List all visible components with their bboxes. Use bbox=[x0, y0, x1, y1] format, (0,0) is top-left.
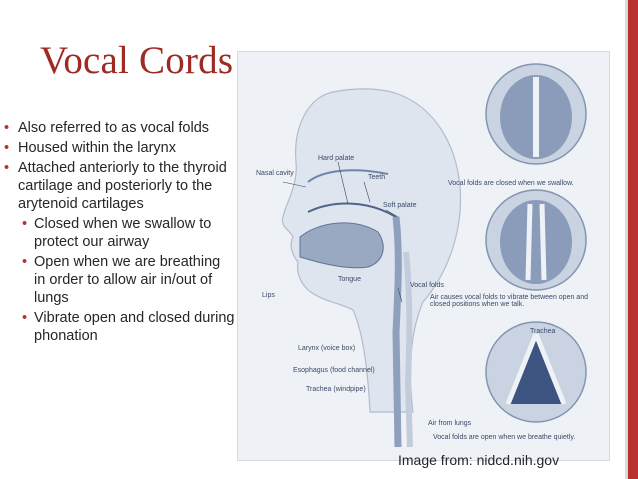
label-vocal-folds: Vocal folds bbox=[410, 282, 444, 289]
label-air-from-lungs: Air from lungs bbox=[428, 420, 472, 427]
sub-bullet-item bbox=[0, 215, 235, 251]
bullet-text: Housed within the larynx bbox=[18, 140, 176, 156]
bullet-text: Open when we are breathing in order to allow air in/out of lungs bbox=[34, 254, 221, 306]
bullet-list bbox=[0, 119, 235, 347]
vocal-anatomy-figure bbox=[237, 51, 610, 461]
caption-closed-swallow: Vocal folds are closed when we swallow. bbox=[448, 180, 574, 187]
bullet-item bbox=[0, 159, 235, 213]
label-trachea: Trachea bbox=[530, 328, 556, 335]
larynx-inner-vibrating bbox=[500, 200, 572, 284]
bullet-dot: • bbox=[22, 310, 28, 326]
image-credit: Image from: nidcd.nih.gov bbox=[398, 452, 560, 468]
bullet-dot: • bbox=[4, 160, 10, 176]
sub-bullet-list bbox=[0, 215, 235, 345]
label-esophagus: Esophagus (food channel) bbox=[293, 367, 375, 374]
label-teeth: Teeth bbox=[368, 174, 386, 181]
label-hard-palate: Hard palate bbox=[318, 155, 355, 162]
label-trachea-windpipe: Trachea (windpipe) bbox=[306, 386, 366, 393]
tongue-shape bbox=[300, 223, 383, 268]
label-tongue: Tongue bbox=[338, 276, 361, 283]
sub-bullet-item bbox=[0, 309, 235, 345]
bullet-text: Also referred to as vocal folds bbox=[18, 120, 210, 136]
label-soft-palate: Soft palate bbox=[383, 202, 417, 209]
airway-shape bbox=[396, 217, 398, 447]
sub-bullet-item bbox=[0, 253, 235, 307]
bullet-item bbox=[0, 139, 235, 157]
bullet-item bbox=[0, 119, 235, 137]
bullet-dot: • bbox=[22, 254, 28, 270]
right-accent-band bbox=[628, 0, 638, 479]
bullet-text: Closed when we swallow to protect our airway bbox=[34, 216, 212, 250]
caption-open-breathe: Vocal folds are open when we breathe quietly. bbox=[433, 434, 576, 441]
bullet-text: Vibrate open and closed during phonation bbox=[34, 310, 235, 344]
caption-vibrate-talk: Air causes vocal folds to vibrate between open and closed positions when we talk. bbox=[430, 294, 588, 308]
bullet-dot: • bbox=[4, 140, 10, 156]
bullet-dot: • bbox=[22, 216, 28, 232]
bullet-text: Attached anteriorly to the thyroid cartilage and posteriorly to the arytenoid cartilages bbox=[18, 160, 227, 212]
label-lips: Lips bbox=[262, 292, 275, 299]
bullet-dot: • bbox=[4, 120, 10, 136]
label-larynx: Larynx (voice box) bbox=[298, 345, 356, 352]
anatomy-illustration bbox=[238, 52, 609, 460]
slide-title: Vocal Cords bbox=[40, 39, 234, 82]
label-nasal-cavity: Nasal cavity bbox=[256, 170, 294, 177]
